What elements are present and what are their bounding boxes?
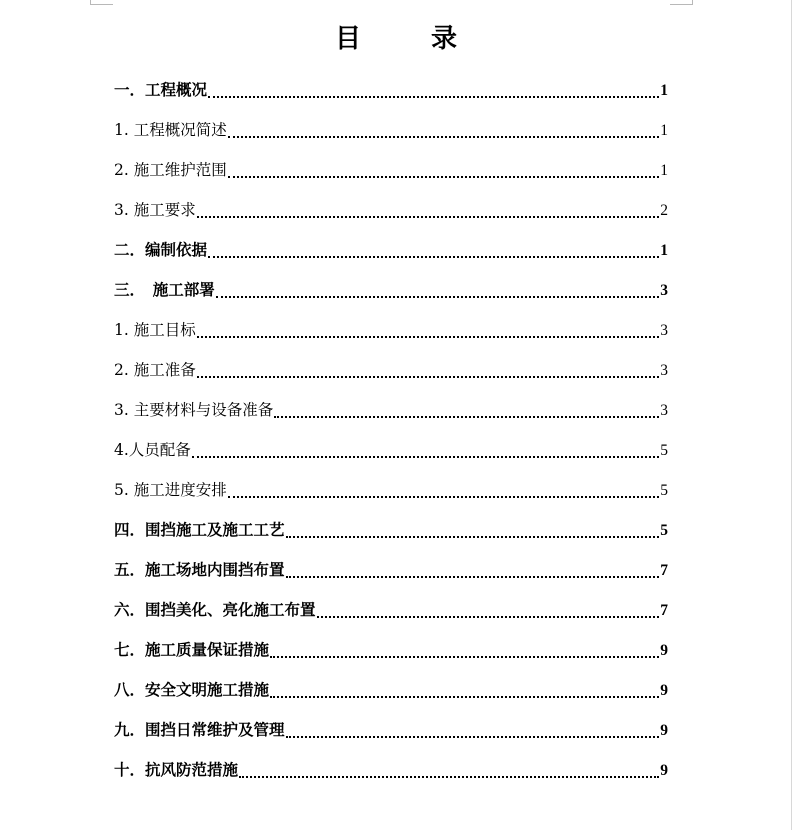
toc-entry[interactable]: [114, 430, 668, 470]
toc-entry[interactable]: [114, 70, 668, 110]
toc-dot-leader: [228, 136, 660, 138]
toc-entry-page-number: 7: [660, 602, 668, 619]
toc-dot-leader: [197, 336, 660, 338]
toc-entry[interactable]: [114, 470, 668, 510]
toc-dot-leader: [208, 256, 659, 258]
toc-dot-leader: [317, 616, 660, 618]
toc-entry-label: 六．围挡美化、亮化施工布置: [114, 600, 316, 619]
toc-dot-leader: [286, 576, 660, 578]
toc-entry-page-number: 9: [660, 642, 668, 659]
toc-entry-page-number: 9: [660, 722, 668, 739]
toc-entry-page-number: 1: [660, 82, 668, 99]
toc-entry-page-number: 9: [660, 762, 668, 779]
toc-entry[interactable]: [114, 710, 668, 750]
toc-entry-page-number: 1: [660, 162, 668, 179]
toc-entry-page-number: 1: [660, 242, 668, 259]
toc-dot-leader: [228, 496, 660, 498]
page-corner-mark-right: [670, 0, 693, 5]
toc-dot-leader: [216, 296, 659, 298]
toc-entry[interactable]: [114, 510, 668, 550]
toc-entry-page-number: 7: [660, 562, 668, 579]
toc-entry-page-number: 2: [660, 202, 668, 219]
toc-entry[interactable]: [114, 350, 668, 390]
toc-dot-leader: [270, 656, 659, 658]
toc-entry-page-number: 5: [660, 442, 668, 459]
toc-entry-label: 2. 施工准备: [114, 361, 196, 379]
toc-entry-label: 1. 工程概况简述: [114, 121, 227, 139]
toc-dot-leader: [197, 376, 660, 378]
toc-entry-label: 2. 施工维护范围: [114, 161, 227, 179]
toc-entry-label: 4.人员配备: [114, 441, 191, 459]
toc-title: 目录: [334, 24, 527, 54]
toc-dot-leader: [274, 416, 659, 418]
toc-entry-label: 七．施工质量保证措施: [114, 640, 270, 659]
toc-entry-label: 三． 施工部署: [114, 280, 215, 299]
toc-entry-page-number: 5: [660, 522, 668, 539]
toc-dot-leader: [228, 176, 660, 178]
toc-entry-page-number: 3: [660, 402, 668, 419]
toc-entry[interactable]: [114, 230, 668, 270]
toc-entry[interactable]: [114, 550, 668, 590]
toc-entry-label: 5. 施工进度安排: [114, 481, 227, 499]
toc-entry-page-number: 5: [660, 482, 668, 499]
toc-entry-label: 1. 施工目标: [114, 321, 196, 339]
toc-dot-leader: [270, 696, 659, 698]
toc-dot-leader: [286, 736, 660, 738]
toc-entry-page-number: 3: [660, 322, 668, 339]
toc-entry-label: 五．施工场地内围挡布置: [114, 560, 285, 579]
toc-entry-label: 四．围挡施工及施工工艺: [114, 520, 285, 539]
toc-entry[interactable]: [114, 590, 668, 630]
toc-entry[interactable]: [114, 110, 668, 150]
toc-entry-label: 一．工程概况: [114, 80, 208, 99]
toc-entry-label: 二．编制依据: [114, 240, 208, 259]
toc-entry[interactable]: [114, 750, 668, 790]
toc-dot-leader: [286, 536, 660, 538]
page-corner-mark-left: [90, 0, 113, 5]
toc-dot-leader: [197, 216, 660, 218]
toc-entry[interactable]: [114, 630, 668, 670]
toc-entry[interactable]: [114, 190, 668, 230]
toc-entry-label: 3. 施工要求: [114, 201, 196, 219]
table-of-contents: [114, 70, 668, 790]
toc-entry-label: 十．抗风防范措施: [114, 760, 239, 779]
toc-entry[interactable]: [114, 150, 668, 190]
toc-dot-leader: [239, 776, 659, 778]
toc-entry[interactable]: [114, 270, 668, 310]
toc-entry-page-number: 3: [660, 282, 668, 299]
toc-entry-label: 九．围挡日常维护及管理: [114, 720, 285, 739]
toc-entry[interactable]: [114, 390, 668, 430]
toc-entry-label: 3. 主要材料与设备准备: [114, 401, 274, 419]
toc-entry-page-number: 9: [660, 682, 668, 699]
toc-entry[interactable]: [114, 670, 668, 710]
toc-dot-leader: [208, 96, 659, 98]
toc-dot-leader: [192, 456, 659, 458]
toc-entry[interactable]: [114, 310, 668, 350]
toc-entry-page-number: 1: [660, 122, 668, 139]
toc-entry-page-number: 3: [660, 362, 668, 379]
toc-entry-label: 八．安全文明施工措施: [114, 680, 270, 699]
